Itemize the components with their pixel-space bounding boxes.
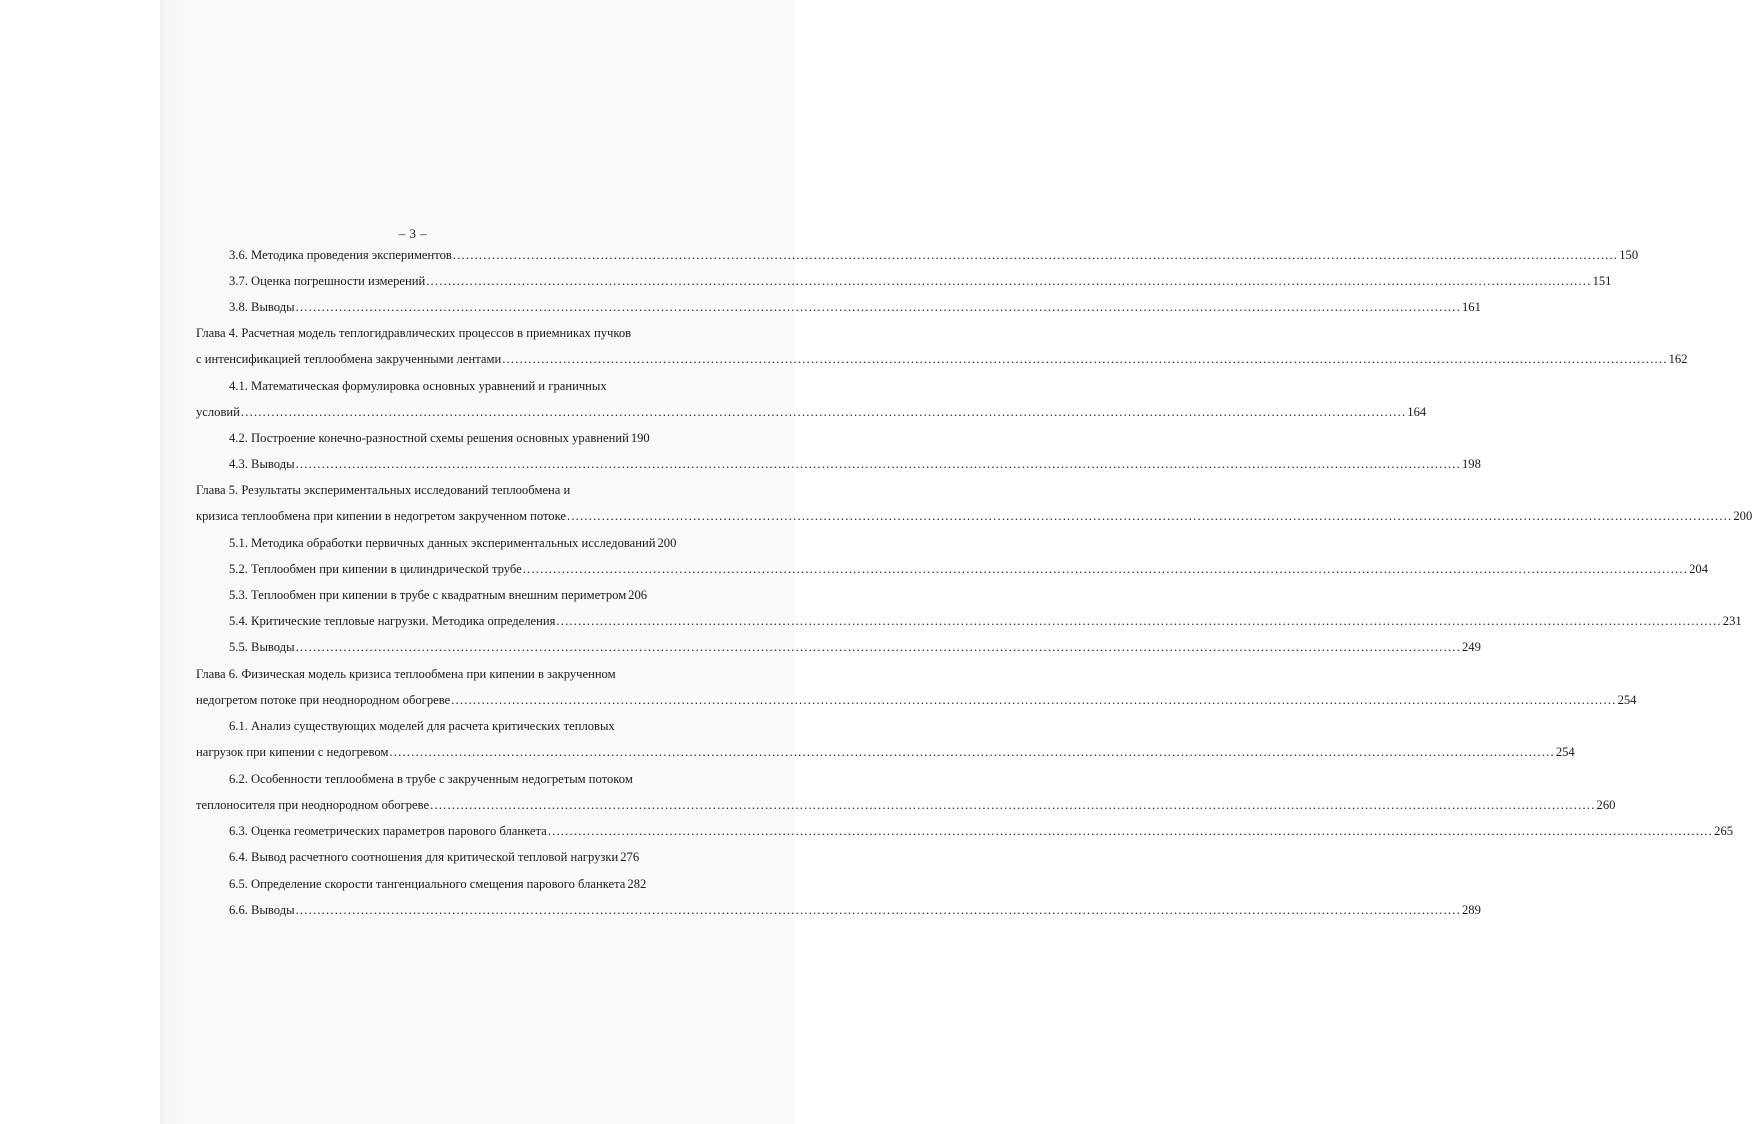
toc-entry-5-3[interactable] (229, 587, 648, 603)
toc-title: с интенсификацией теплообмена закрученными лентами (196, 352, 502, 366)
toc-page: 204 (1689, 562, 1708, 576)
toc-page: 198 (1461, 457, 1481, 471)
toc-title: Глава 6. Физическая модель кризиса теплообмена при кипении в закрученном (196, 667, 616, 681)
toc-title: теплоносителя при неоднородном обогреве (196, 798, 430, 812)
toc-entry-5-5[interactable] (229, 639, 1481, 655)
toc-entry-3-6[interactable] (229, 247, 1639, 263)
toc-page: 260 (1596, 798, 1616, 812)
toc-leader (296, 902, 1461, 918)
toc-title: 5.1. Методика обработки первичных данных экспериментальных исследований (229, 536, 656, 550)
toc-leader (296, 456, 1461, 472)
toc-title: 6.5. Определение скорости тангенциального смещения парового бланкета (229, 877, 626, 891)
toc-entry-chapter-4-line2[interactable] (196, 351, 1688, 367)
toc-page: 249 (1461, 640, 1481, 654)
toc-leader (548, 823, 1713, 839)
toc-title: 5.5. Выводы (229, 640, 295, 654)
toc-entry-4-1-line1[interactable] (229, 378, 636, 394)
toc-entry-6-3[interactable] (229, 823, 1734, 839)
toc-leader (389, 744, 1554, 760)
toc-title: 3.6. Методика проведения экспериментов (229, 248, 452, 262)
toc-page: 150 (1619, 248, 1639, 262)
toc-page: 164 (1407, 405, 1427, 419)
toc-title: 6.2. Особенности теплообмена в трубе с закрученным недогретым потоком (229, 772, 633, 786)
toc-leader (241, 404, 1406, 420)
toc-entry-4-2[interactable] (229, 430, 650, 446)
toc-entry-5-1[interactable] (229, 535, 677, 551)
toc-page: 289 (1461, 903, 1481, 917)
toc-entry-6-6[interactable] (229, 902, 1481, 918)
toc-entry-chapter-5-line1[interactable] (196, 482, 636, 498)
page-number: – 3 – (398, 226, 428, 241)
toc-entry-chapter-5-line2[interactable] (196, 508, 1752, 524)
toc-leader (296, 639, 1461, 655)
toc-title: нагрузок при кипении с недогревом (196, 745, 389, 759)
toc-title: 6.3. Оценка геометрических параметров парового бланкета (229, 824, 547, 838)
toc-leader (523, 561, 1688, 577)
toc-entry-4-3[interactable] (229, 456, 1481, 472)
toc-entry-6-1-line2[interactable] (196, 744, 1575, 760)
toc-leader (430, 797, 1595, 813)
toc-title: 6.6. Выводы (229, 903, 295, 917)
toc-page: 161 (1461, 300, 1481, 314)
toc-title: 3.7. Оценка погрешности измерений (229, 274, 426, 288)
toc-page: 162 (1668, 352, 1688, 366)
toc-entry-3-7[interactable] (229, 273, 1612, 289)
toc-leader (451, 692, 1616, 708)
toc-entry-6-5[interactable] (229, 876, 647, 892)
toc-entry-6-1-line1[interactable] (229, 718, 636, 734)
toc-title: 3.8. Выводы (229, 300, 295, 314)
toc-page: 200 (657, 536, 677, 550)
toc-page: 231 (1722, 614, 1742, 628)
toc-page: 200 (1733, 509, 1752, 523)
toc-leader (453, 247, 1618, 263)
toc-leader (556, 613, 1721, 629)
toc-entry-3-8[interactable] (229, 299, 1481, 315)
toc-entry-chapter-6-line2[interactable] (196, 692, 1637, 708)
toc-title: 4.1. Математическая формулировка основных уравнений и граничных (229, 379, 607, 393)
toc-page: 254 (1555, 745, 1575, 759)
toc-leader (502, 351, 1667, 367)
toc-entry-5-4[interactable] (229, 613, 1742, 629)
toc-title: 6.1. Анализ существующих моделей для расчета критических тепловых (229, 719, 615, 733)
toc-page: 265 (1714, 824, 1734, 838)
toc-page: 151 (1592, 274, 1612, 288)
toc-title: 4.2. Построение конечно-разностной схемы решения основных уравнений (229, 431, 629, 445)
toc-title: 5.3. Теплообмен при кипении в трубе с квадратным внешним периметром (229, 588, 627, 602)
toc-title: Глава 4. Расчетная модель теплогидравлических процессов в приемниках пучков (196, 326, 632, 340)
toc-page: 254 (1617, 693, 1637, 707)
toc-leader (567, 508, 1732, 524)
toc-entry-4-1-line2[interactable] (196, 404, 1427, 420)
toc-title: 5.4. Критические тепловые нагрузки. Методика определения (229, 614, 556, 628)
toc-entry-chapter-6-line1[interactable] (196, 666, 636, 682)
toc-entry-chapter-4-line1[interactable] (196, 325, 636, 341)
toc-leader (426, 273, 1591, 289)
toc-page: 276 (620, 850, 640, 864)
toc-title: 6.4. Вывод расчетного соотношения для критической тепловой нагрузки (229, 850, 619, 864)
toc-entry-6-2-line2[interactable] (196, 797, 1616, 813)
toc-page: 206 (628, 588, 648, 602)
toc-entry-6-2-line1[interactable] (229, 771, 636, 787)
toc-entry-5-2[interactable] (229, 561, 1708, 577)
toc-title: 4.3. Выводы (229, 457, 295, 471)
toc-leader (296, 299, 1461, 315)
toc-title: кризиса теплообмена при кипении в недогретом закрученном потоке (196, 509, 566, 523)
toc-title: Глава 5. Результаты экспериментальных исследований теплообмена и (196, 483, 571, 497)
toc-title: условий (196, 405, 240, 419)
toc-title: недогретом потоке при неоднородном обогреве (196, 693, 451, 707)
toc-entry-6-4[interactable] (229, 849, 640, 865)
toc-page: 190 (630, 431, 650, 445)
toc-page: 282 (627, 877, 647, 891)
toc-title: 5.2. Теплообмен при кипении в цилиндрической трубе (229, 562, 522, 576)
